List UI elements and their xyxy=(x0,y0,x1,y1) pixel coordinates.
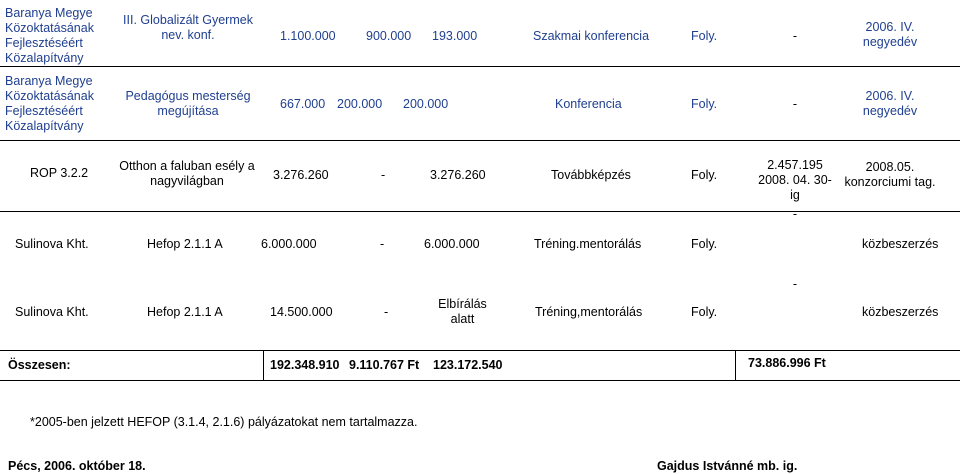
deadline-cell: 2008.05. konzorciumi tag. xyxy=(844,160,936,189)
grant-cell: 3.276.260 xyxy=(430,168,486,182)
amount-cell: - xyxy=(792,29,798,43)
footnote: *2005-ben jelzett HEFOP (3.1.4, 2.1.6) pályázatokat nem tartalmazza. xyxy=(30,415,418,429)
row-divider xyxy=(0,66,960,67)
status-cell: Foly. xyxy=(691,29,718,43)
program-cell: Hefop 2.1.1 A xyxy=(147,305,223,319)
status-cell: Foly. xyxy=(691,237,718,251)
status-cell: Foly. xyxy=(691,168,718,182)
own-cell: 200.000 xyxy=(337,97,383,111)
column-divider xyxy=(735,350,736,380)
row-divider xyxy=(0,211,960,212)
row-divider xyxy=(0,380,960,381)
org-cell: ROP 3.2.2 xyxy=(30,166,89,180)
program-cell: Otthon a faluban esély a nagyvilágban xyxy=(119,159,255,188)
row-divider xyxy=(0,350,960,351)
summary-amount: 73.886.996 Ft xyxy=(748,356,826,370)
summary-label: Összesen: xyxy=(8,358,71,372)
own-cell: 900.000 xyxy=(366,29,412,43)
total-cell: 14.500.000 xyxy=(270,305,333,319)
status-cell: Foly. xyxy=(691,97,718,111)
org-cell: Baranya Megye Közoktatásának Fejlesztéséért Közalapítvány xyxy=(5,74,94,133)
type-cell: Szakmai konferencia xyxy=(533,29,650,43)
org-cell: Sulinova Kht. xyxy=(15,237,89,251)
type-cell: Továbbképzés xyxy=(551,168,631,182)
grant-cell: Elbírálás alatt xyxy=(438,297,487,326)
total-cell: 3.276.260 xyxy=(273,168,329,182)
total-cell: 1.100.000 xyxy=(280,29,336,43)
program-cell: Pedagógus mesterség megújítása xyxy=(125,89,251,118)
own-cell: - xyxy=(384,305,389,319)
signature-name: Gajdus Istvánné mb. ig. xyxy=(657,459,798,473)
own-cell: - xyxy=(380,237,385,251)
column-divider xyxy=(263,350,264,380)
program-cell: III. Globalizált Gyermek nev. konf. xyxy=(123,13,253,42)
amount-cell: 2.457.195 2008. 04. 30-ig xyxy=(758,158,832,202)
deadline-cell: közbeszerzés xyxy=(862,305,939,319)
total-cell: 667.000 xyxy=(280,97,326,111)
type-cell: Konferencia xyxy=(555,97,622,111)
org-cell: Sulinova Kht. xyxy=(15,305,89,319)
status-cell: Foly. xyxy=(691,305,718,319)
summary-total: 192.348.910 xyxy=(270,358,340,372)
type-cell: Tréning.mentorálás xyxy=(534,237,642,251)
type-cell: Tréning,mentorálás xyxy=(535,305,643,319)
grant-cell: 193.000 xyxy=(432,29,478,43)
deadline-cell: 2006. IV. negyedév xyxy=(862,20,918,49)
total-cell: 6.000.000 xyxy=(261,237,317,251)
grant-cell: 6.000.000 xyxy=(424,237,480,251)
summary-grant: 123.172.540 xyxy=(433,358,503,372)
grant-cell: 200.000 xyxy=(403,97,449,111)
own-cell: - xyxy=(381,168,386,182)
amount-cell: - xyxy=(792,97,798,111)
program-cell: Hefop 2.1.1 A xyxy=(147,237,223,251)
amount-cell: - xyxy=(792,277,798,291)
place-date: Pécs, 2006. október 18. xyxy=(8,459,146,473)
org-cell: Baranya Megye Közoktatásának Fejlesztéséért Közalapítvány xyxy=(5,6,94,65)
amount-cell: - xyxy=(792,207,798,221)
deadline-cell: közbeszerzés xyxy=(862,237,939,251)
row-divider xyxy=(0,140,960,141)
summary-own: 9.110.767 Ft xyxy=(349,358,420,372)
deadline-cell: 2006. IV. negyedév xyxy=(862,89,918,118)
